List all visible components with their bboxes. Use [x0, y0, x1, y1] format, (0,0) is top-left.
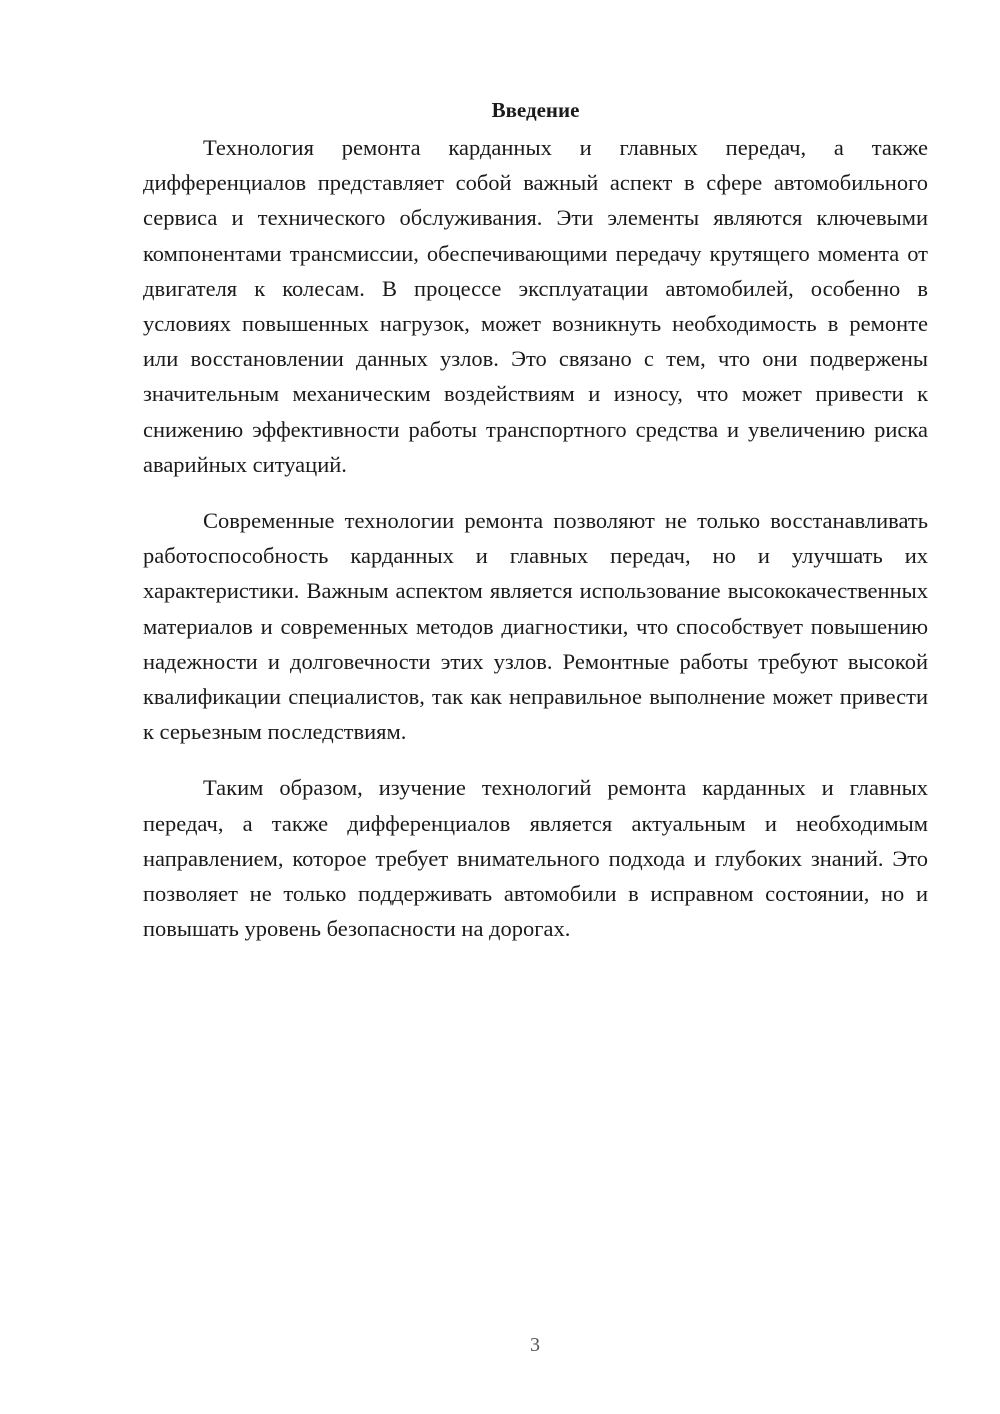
paragraph-3: Таким образом, изучение технологий ремонта карданных и главных передач, а также дифференциалов является актуальным и необходимым направлением, которое требует внимательного подхода и глубоких знаний. Это позволяет не только поддерживать автомобили в исправном состоянии, но и повышать уровень безопасности на дорогах. [143, 775, 928, 942]
page-content [143, 92, 928, 967]
paragraph-1: Технология ремонта карданных и главных передач, а также дифференциалов представляет собой важный аспект в сфере автомобильного сервиса и технического обслуживания. Эти элементы являются ключевыми компонентами трансмиссии, обеспечивающими передачу крутящего момента от двигателя к колесам. В процессе эксплуатации автомобилей, особенно в условиях повышенных нагрузок, может возникнуть необходимость в ремонте или восстановлении данных узлов. Это связано с тем, что они подвержены значительным механическим воздействиям и износу, что может привести к снижению эффективности работы транспортного средства и увеличению риска аварийных ситуаций. [143, 135, 928, 477]
page-number: 3 [530, 1334, 540, 1356]
section-heading: Введение [491, 98, 580, 122]
paragraph-2: Современные технологии ремонта позволяют не только восстанавливать работоспособность карданных и главных передач, но и улучшать их характеристики. Важным аспектом является использование высококачественных материалов и современных методов диагностики, что способствует повышению надежности и долговечности этих узлов. Ремонтные работы требуют высокой квалификации специалистов, так как неправильное выполнение может привести к серьезным последствиям. [143, 508, 928, 745]
